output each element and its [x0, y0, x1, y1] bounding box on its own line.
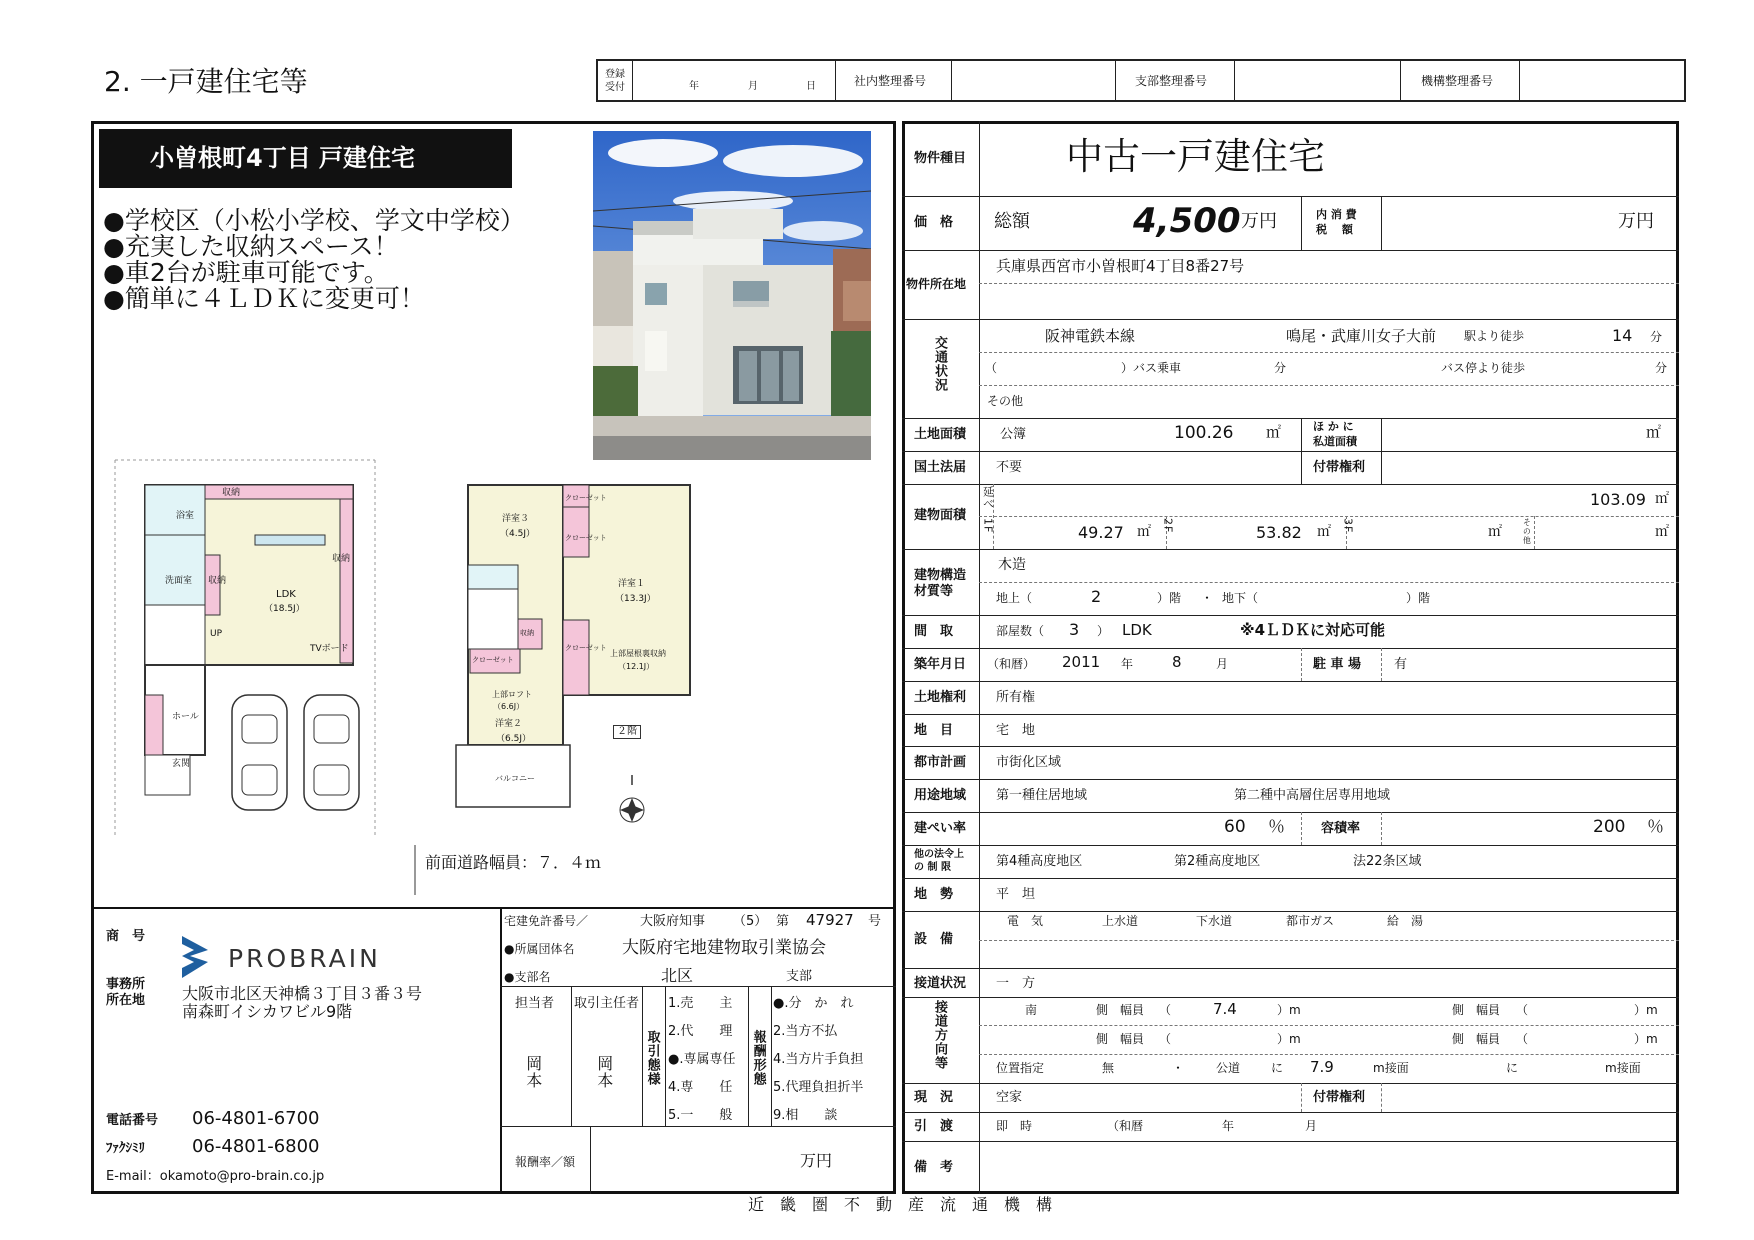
min-unit: 分 — [1650, 330, 1663, 344]
status: 空家 — [996, 1090, 1023, 1105]
walk-min: 14 — [1612, 326, 1633, 345]
rooms: 3 — [1069, 620, 1080, 639]
f1-ldk: LDK — [276, 589, 296, 600]
road-dir: 南 — [1025, 1003, 1038, 1017]
point-3: ●車2台が駐車可能です。 — [103, 258, 389, 287]
f2-room3: 洋室３ — [502, 514, 530, 524]
frontage-unit: m接面 — [1373, 1061, 1409, 1075]
reg-year: 年 — [689, 81, 699, 92]
logo-text: PROBRAIN — [228, 944, 381, 973]
other-law-2: 第2種高度地区 — [1174, 854, 1261, 869]
bus-min: 分 — [1274, 361, 1287, 375]
structure: 木造 — [998, 557, 1026, 573]
reg-label: 登録 — [605, 69, 625, 80]
city-plan: 市街化区域 — [996, 755, 1062, 770]
assoc-label: ●所属団体名 — [504, 942, 575, 956]
land-use: 宅 地 — [996, 723, 1036, 738]
house-photo — [593, 131, 871, 460]
private-sqm: ㎡ — [1646, 423, 1662, 441]
license-no: 47927 — [806, 911, 854, 929]
built-year: 2011 — [1062, 653, 1101, 671]
f2-room2: 洋室２ — [495, 719, 523, 729]
f1-washroom: 洗面室 — [165, 576, 193, 586]
f1-sqm: ㎡ — [1137, 524, 1151, 540]
dot: ・ — [1201, 591, 1214, 605]
reg-day: 日 — [806, 81, 816, 92]
road-open: （ — [1159, 1003, 1172, 1017]
internal-no-label: 社内整理番号 — [854, 74, 927, 88]
f1-tv: TVボード — [310, 644, 349, 654]
handover-year: 年 — [1222, 1119, 1235, 1133]
above-ground: 地上（ — [996, 591, 1033, 605]
handover-month: 月 — [1305, 1119, 1318, 1133]
price-unit: 万円 — [1241, 211, 1277, 232]
private-road-label-1: ほ か に — [1313, 420, 1354, 433]
f1-storage1: 収納 — [222, 488, 241, 498]
other-sqm: ㎡ — [1655, 524, 1669, 540]
other-law-1: 第4種高度地区 — [996, 854, 1083, 869]
bus-open: （ — [985, 361, 998, 375]
fee-form-5: 9.相 談 — [773, 1108, 838, 1123]
f2-closet3: クローゼット — [472, 656, 514, 664]
trade-form-4: 4.専 任 — [668, 1080, 733, 1095]
f1-ldk-size: （18.5J） — [264, 604, 305, 614]
position-label: 位置指定 — [996, 1061, 1045, 1075]
station: 鳴尾・武庫川女子大前 — [1286, 327, 1437, 345]
fee-unit: 万円 — [800, 1151, 833, 1170]
transport-label: 交通状況 — [932, 336, 947, 392]
fee-form-4: 5.代理負担折半 — [773, 1080, 864, 1095]
license-label: 宅建免許番号／ — [504, 914, 589, 928]
built-label: 築年月日 — [914, 657, 967, 672]
f1-entrance: 玄関 — [172, 759, 191, 769]
road-close-4: ）m — [1634, 1032, 1658, 1046]
price-value: 4,500 — [1133, 201, 1241, 241]
bus-walk-min: 分 — [1655, 361, 1668, 375]
access: 一 方 — [996, 976, 1036, 991]
footer-org: 近 畿 圏 不 動 産 流 通 機 構 — [748, 1195, 1053, 1214]
public-road: 公道 — [1216, 1061, 1241, 1075]
private-road-label-2: 私道面積 — [1313, 435, 1357, 448]
tel: 06-4801-6700 — [192, 1108, 320, 1129]
license-authority: 大阪府知事 — [640, 914, 706, 929]
f2-attic-size: （12.1J） — [618, 662, 655, 671]
fee-form-2: 2.当方不払 — [773, 1024, 838, 1039]
license-round: （5） — [733, 914, 768, 929]
staff-label: 担当者 — [515, 996, 555, 1011]
address-2: 南森町イシカワビル9階 — [182, 1002, 353, 1021]
rooms-close: ） — [1097, 624, 1110, 638]
facility-3: 下水道 — [1196, 914, 1233, 928]
road-dot: ・ — [1172, 1061, 1185, 1075]
road-width: 前面道路幅員：７．４ｍ — [425, 853, 602, 872]
chief-label: 取引主任者 — [574, 996, 640, 1011]
facility-1: 電 気 — [1007, 914, 1044, 928]
point-2: ●充実した収納スペース！ — [103, 232, 399, 261]
property-type: 中古一戸建住宅 — [1066, 135, 1325, 178]
frontage: 7.9 — [1310, 1058, 1334, 1076]
terrain: 平 坦 — [996, 887, 1036, 902]
point-1: ●学校区（小松小学校、学文中学校） — [103, 206, 525, 235]
era: （和暦） — [987, 657, 1036, 671]
license-go: 号 — [868, 914, 882, 929]
road-open-3: （ — [1159, 1032, 1172, 1046]
facility-5: 給 湯 — [1387, 914, 1424, 928]
f2-label: 2F — [1161, 518, 1175, 534]
fee-form-3: 4.当方片手負担 — [773, 1052, 864, 1067]
bcr-label: 建ぺい率 — [914, 821, 967, 836]
road-width-value: 7.4 — [1213, 1000, 1237, 1018]
other-law-label-2: の 制 限 — [914, 862, 951, 873]
trade-form-2: 2.代 理 — [668, 1024, 733, 1039]
parking: 有 — [1394, 657, 1408, 672]
land-use-label: 地 目 — [914, 723, 954, 738]
remarks-label: 備 考 — [914, 1160, 954, 1175]
branch-label: ●支部名 — [504, 970, 551, 984]
f1-label: 1F — [981, 518, 995, 534]
f2-area: 53.82 — [1256, 523, 1302, 542]
f2-closet1: クローゼット — [565, 494, 607, 502]
tax-label-2: 税 額 — [1316, 223, 1353, 236]
structure-label: 建物構造材質等 — [914, 568, 967, 599]
f3-sqm: ㎡ — [1488, 524, 1502, 540]
label-column-divider — [979, 121, 980, 1194]
address-1: 大阪市北区天神橋３丁目３番３号 — [182, 984, 423, 1003]
floors-above: 2 — [1091, 587, 1102, 606]
handover-era: （和暦 — [1107, 1119, 1144, 1133]
land-area-kind: 公簿 — [1000, 427, 1027, 442]
trade-name-label: 商 号 — [106, 929, 146, 944]
facility-4: 都市ガス — [1286, 914, 1335, 928]
f2-room1-size: （13.3J） — [615, 594, 656, 604]
type-label: 物件種目 — [914, 151, 967, 166]
terrain-label: 地 勢 — [914, 887, 954, 902]
land-right: 所有権 — [996, 690, 1036, 705]
location: 兵庫県西宮市小曽根町4丁目8番27号 — [996, 257, 1245, 275]
probrain-logo — [180, 932, 410, 982]
total-floor-label: 延べ — [981, 486, 995, 510]
price-label: 価 格 — [914, 215, 954, 230]
email: E-mail：okamoto@pro-brain.co.jp — [106, 1169, 325, 1184]
road-side-4: 側 — [1452, 1032, 1465, 1046]
floor-kai2: ）階 — [1406, 591, 1431, 605]
f1-area: 49.27 — [1078, 523, 1124, 542]
road-width-label-3: 幅員 — [1120, 1032, 1145, 1046]
land-area-label: 土地面積 — [914, 427, 967, 442]
land-area: 100.26 — [1174, 423, 1234, 443]
walk-label: 駅より徒歩 — [1464, 329, 1525, 343]
trade-form-label: 取引態様 — [644, 1030, 660, 1086]
tax-unit: 万円 — [1618, 211, 1654, 232]
tel-label: 電話番号 — [106, 1113, 159, 1128]
rooms-label: 部屋数（ — [996, 624, 1045, 638]
land-right-label: 土地権利 — [914, 690, 967, 705]
f1-storage2: 収納 — [208, 576, 227, 586]
f2-sqm: ㎡ — [1317, 524, 1331, 540]
road-label: 接道方向等 — [932, 1000, 947, 1070]
month-unit: 月 — [1216, 657, 1229, 671]
road-width-label: 幅員 — [1120, 1003, 1145, 1017]
f1-storage3: 収納 — [332, 554, 351, 564]
total-label: 総額 — [994, 211, 1030, 232]
floor-kai1: ）階 — [1157, 591, 1182, 605]
floor-plan — [110, 455, 700, 895]
listing-name: 小曽根町4丁目 戸建住宅 — [150, 144, 416, 172]
f2-room2-size: （6.5J） — [496, 734, 531, 744]
trade-form-5: 5.一 般 — [668, 1108, 733, 1123]
f2-loft: 上部ロフト — [492, 690, 532, 699]
trade-form-3: ●.専属専任 — [668, 1052, 736, 1067]
ni: に — [1271, 1061, 1284, 1075]
city-plan-label: 都市計画 — [914, 755, 967, 770]
national-land-label: 国土法届 — [914, 460, 967, 475]
f2-floor-label: ２階 — [613, 725, 641, 739]
facility-2: 上水道 — [1102, 914, 1139, 928]
zoning-2: 第二種中高層住居専用地域 — [1234, 788, 1391, 803]
fax-label: ﾌｧｸｼﾐﾘ — [106, 1141, 145, 1156]
attached-right-label: 付帯権利 — [1313, 460, 1366, 475]
f2-storage: 収納 — [520, 629, 534, 637]
page-title: 2. 一戸建住宅等 — [104, 65, 308, 98]
road-side-2: 側 — [1452, 1003, 1465, 1017]
year-unit: 年 — [1121, 657, 1134, 671]
staff-name: 岡本 — [523, 1055, 543, 1089]
bus-close: ）バス乗車 — [1121, 361, 1182, 375]
zoning-1: 第一種住居地域 — [996, 788, 1088, 803]
road-width-label-2: 幅員 — [1476, 1003, 1501, 1017]
chief-name: 岡本 — [594, 1055, 614, 1089]
other-law-3: 法22条区域 — [1353, 854, 1422, 869]
org-no-label: 機構整理番号 — [1421, 74, 1494, 88]
trade-form-1: 1.売 主 — [668, 996, 733, 1011]
fee-label: 報酬率／額 — [515, 1155, 576, 1169]
bldg-area-label: 建物面積 — [914, 508, 967, 523]
f1-up: UP — [210, 629, 223, 639]
facility-label: 設 備 — [914, 932, 954, 947]
branch-suffix: 支部 — [786, 969, 813, 984]
f2-room3-size: （4.5J） — [500, 529, 535, 539]
road-close-2: ）m — [1634, 1003, 1658, 1017]
fee-form-1: ●.分 か れ — [773, 996, 854, 1011]
status-label: 現 況 — [914, 1090, 954, 1105]
attached-right-label-2: 付帯権利 — [1313, 1090, 1366, 1105]
other-floor-label: その他 — [1522, 518, 1532, 545]
national-land: 不要 — [996, 460, 1023, 475]
office-label-2: 所在地 — [106, 993, 146, 1008]
branch: 北区 — [661, 966, 694, 985]
bus-walk: バス停より徒歩 — [1441, 361, 1526, 375]
f1-hall: ホール — [172, 712, 199, 722]
f2-attic: 上部屋根裏収納 — [610, 649, 666, 658]
layout-note: ※4ＬＤＫに対応可能 — [1240, 621, 1386, 639]
zoning-label: 用途地域 — [914, 788, 967, 803]
handover: 即 時 — [996, 1119, 1033, 1133]
fax: 06-4801-6800 — [192, 1136, 320, 1157]
other-law-label: 他の法令上 — [914, 849, 964, 860]
reg-month: 月 — [748, 81, 758, 92]
line: 阪神電鉄本線 — [1045, 327, 1136, 345]
road-width-label-4: 幅員 — [1476, 1032, 1501, 1046]
total-sqm: ㎡ — [1655, 491, 1669, 507]
ldk: LDK — [1122, 621, 1152, 639]
total-floor: 103.09 — [1590, 490, 1646, 509]
far: 200 — [1593, 817, 1626, 837]
road-close-3: ）m — [1277, 1032, 1301, 1046]
road-side-3: 側 — [1096, 1032, 1109, 1046]
handover-label: 引 渡 — [914, 1119, 954, 1134]
point-4: ●簡単に４ＬＤＫに変更可！ — [103, 284, 425, 313]
bcr: 60 — [1224, 817, 1246, 837]
pct-1: ％ — [1268, 817, 1285, 837]
f1-bath: 浴室 — [176, 511, 195, 521]
reg-label-2: 受付 — [605, 82, 625, 93]
f2-closet2: クローゼット — [565, 534, 607, 542]
location-label: 物件所在地 — [906, 277, 967, 291]
far-label: 容積率 — [1321, 821, 1361, 836]
f2-loft-size: （6.6J） — [493, 702, 525, 711]
road-open-4: （ — [1516, 1032, 1529, 1046]
license-dai: 第 — [776, 914, 790, 929]
f2-room1: 洋室１ — [618, 579, 646, 589]
land-sqm: ㎡ — [1266, 423, 1282, 441]
f3-label: 3F — [1341, 518, 1355, 534]
transport-other: その他 — [987, 394, 1024, 408]
access-label: 接道状況 — [914, 976, 967, 991]
pct-2: ％ — [1647, 817, 1664, 837]
road-open-2: （ — [1516, 1003, 1529, 1017]
parking-label: 駐 車 場 — [1313, 657, 1362, 672]
ni-2: に — [1506, 1061, 1519, 1075]
road-side: 側 — [1096, 1003, 1109, 1017]
layout-label: 間 取 — [914, 624, 954, 639]
office-label: 事務所 — [106, 977, 146, 992]
fee-form-label: 報酬形態 — [750, 1030, 766, 1086]
position: 無 — [1102, 1061, 1115, 1075]
below-ground: 地下（ — [1222, 591, 1259, 605]
assoc: 大阪府宅地建物取引業協会 — [622, 938, 826, 958]
road-close: ）m — [1277, 1003, 1301, 1017]
f2-closet4: クローゼット — [565, 644, 607, 652]
built-month: 8 — [1172, 653, 1182, 671]
f2-balcony: バルコニー — [495, 774, 535, 783]
branch-no-label: 支部整理番号 — [1135, 74, 1208, 88]
frontage-unit-2: m接面 — [1605, 1061, 1641, 1075]
tax-label-1: 内 消 費 — [1316, 208, 1357, 221]
